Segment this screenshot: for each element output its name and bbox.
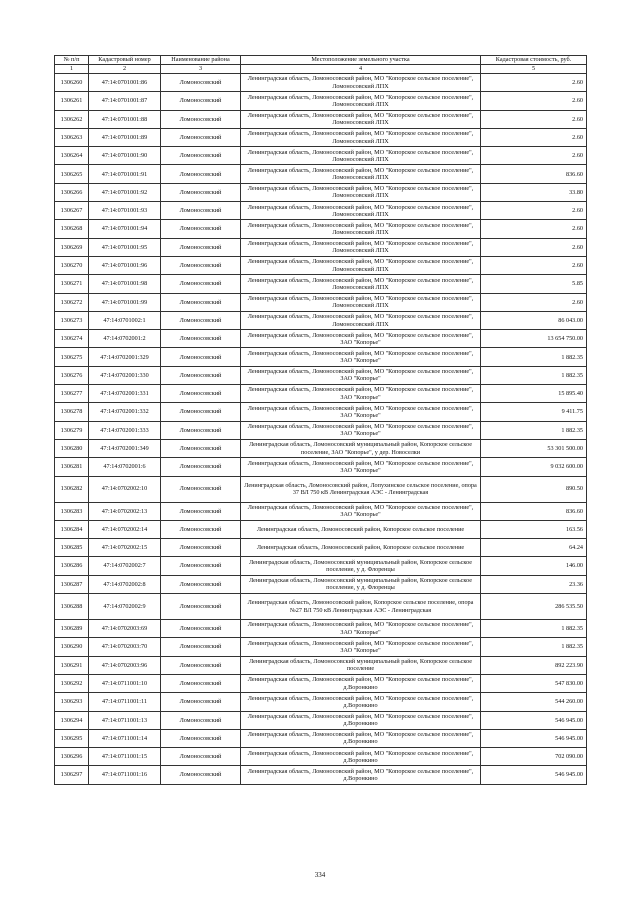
district-cell: Ломоносовский: [161, 674, 241, 692]
cadastral-value-cell: 2.60: [481, 128, 587, 146]
district-cell: Ломоносовский: [161, 74, 241, 92]
row-number-cell: 1306269: [55, 238, 89, 256]
cadastral-number-cell: 47:14:0701001:91: [89, 165, 161, 183]
table-row: [55, 711, 587, 729]
table-row: [55, 147, 587, 165]
cadastral-number-cell: 47:14:0702002:8: [89, 575, 161, 593]
table-row: [55, 520, 587, 538]
row-number-cell: 1306297: [55, 766, 89, 784]
district-cell: Ломоносовский: [161, 748, 241, 766]
table-row: [55, 421, 587, 439]
header-index: 2: [89, 65, 161, 74]
row-number-cell: 1306268: [55, 220, 89, 238]
row-number-cell: 1306273: [55, 311, 89, 329]
district-cell: Ломоносовский: [161, 385, 241, 403]
district-cell: Ломоносовский: [161, 711, 241, 729]
cadastral-value-table: [54, 55, 587, 785]
cadastral-value-cell: 2.60: [481, 92, 587, 110]
district-cell: Ломоносовский: [161, 256, 241, 274]
table-row: [55, 110, 587, 128]
cadastral-number-cell: 47:14:0711001:13: [89, 711, 161, 729]
district-cell: Ломоносовский: [161, 502, 241, 520]
district-cell: Ломоносовский: [161, 638, 241, 656]
table-body: [55, 74, 587, 785]
district-cell: Ломоносовский: [161, 220, 241, 238]
cadastral-number-cell: 47:14:0701001:96: [89, 256, 161, 274]
location-cell: Ленинградская область, Ломоносовский район, МО "Копорское сельское поселение", ЗАО "Копорье": [241, 348, 481, 366]
cadastral-value-cell: 2.60: [481, 110, 587, 128]
cadastral-value-cell: 1 882.35: [481, 638, 587, 656]
table-row: [55, 729, 587, 747]
cadastral-value-cell: 836.60: [481, 502, 587, 520]
table-row: [55, 748, 587, 766]
cadastral-value-cell: 2.60: [481, 220, 587, 238]
table-row: [55, 165, 587, 183]
row-number-cell: 1306280: [55, 439, 89, 457]
cadastral-number-cell: 47:14:0702002:15: [89, 539, 161, 557]
header-index: 1: [55, 65, 89, 74]
cadastral-value-cell: 547 830.00: [481, 674, 587, 692]
cadastral-number-cell: 47:14:0701001:87: [89, 92, 161, 110]
location-cell: Ленинградская область, Ломоносовский район, МО "Копорское сельское поселение", Ломоносовский ЛПХ: [241, 92, 481, 110]
header-district: Наименование района: [161, 56, 241, 65]
table-row: [55, 476, 587, 502]
row-number-cell: 1306275: [55, 348, 89, 366]
header-location: Местоположение земельного участка: [241, 56, 481, 65]
cadastral-number-cell: 47:14:0701001:89: [89, 128, 161, 146]
table-row: [55, 403, 587, 421]
location-cell: Ленинградская область, Ломоносовский район, МО "Копорское сельское поселение", д.Воронкино: [241, 748, 481, 766]
district-cell: Ломоносовский: [161, 476, 241, 502]
table-row: [55, 256, 587, 274]
cadastral-value-cell: 1 882.35: [481, 366, 587, 384]
row-number-cell: 1306288: [55, 594, 89, 620]
district-cell: Ломоносовский: [161, 147, 241, 165]
location-cell: Ленинградская область, Ломоносовский район, МО "Копорское сельское поселение", Ломоносовский ЛПХ: [241, 311, 481, 329]
row-number-cell: 1306290: [55, 638, 89, 656]
header-cadastral-number: Кадастровый номер: [89, 56, 161, 65]
row-number-cell: 1306289: [55, 620, 89, 638]
cadastral-value-cell: 546 945.00: [481, 729, 587, 747]
cadastral-number-cell: 47:14:0702001:329: [89, 348, 161, 366]
location-cell: Ленинградская область, Ломоносовский район, МО "Копорское сельское поселение", Ломоносовский ЛПХ: [241, 256, 481, 274]
location-cell: Ленинградская область, Ломоносовский район, МО "Копорское сельское поселение", д.Воронкино: [241, 711, 481, 729]
location-cell: Ленинградская область, Ломоносовский район, Лопухинское сельское поселение, опора 37 ВЛ 750 кВ Ленинградская АЭС - Ленинградская: [241, 476, 481, 502]
cadastral-value-cell: 1 882.35: [481, 348, 587, 366]
cadastral-number-cell: 47:14:0701002:1: [89, 311, 161, 329]
location-cell: Ленинградская область, Ломоносовский муниципальный район, Копорское сельское поселение: [241, 656, 481, 674]
table-row: [55, 674, 587, 692]
row-number-cell: 1306266: [55, 183, 89, 201]
cadastral-value-cell: 1 882.35: [481, 620, 587, 638]
location-cell: Ленинградская область, Ломоносовский муниципальный район, Копорское сельское поселение, ЗАО "Копорье", у дер. Новоселки: [241, 439, 481, 457]
district-cell: Ломоносовский: [161, 330, 241, 348]
district-cell: Ломоносовский: [161, 348, 241, 366]
row-number-cell: 1306278: [55, 403, 89, 421]
row-number-cell: 1306281: [55, 458, 89, 476]
location-cell: Ленинградская область, Ломоносовский район, МО "Копорское сельское поселение", ЗАО "Копорье": [241, 385, 481, 403]
row-number-cell: 1306279: [55, 421, 89, 439]
row-number-cell: 1306293: [55, 693, 89, 711]
location-cell: Ленинградская область, Ломоносовский район, МО "Копорское сельское поселение", Ломоносовский ЛПХ: [241, 110, 481, 128]
row-number-cell: 1306285: [55, 539, 89, 557]
table-row: [55, 74, 587, 92]
district-cell: Ломоносовский: [161, 557, 241, 575]
table-row: [55, 202, 587, 220]
location-cell: Ленинградская область, Ломоносовский район, МО "Копорское сельское поселение", Ломоносовский ЛПХ: [241, 275, 481, 293]
district-cell: Ломоносовский: [161, 620, 241, 638]
cadastral-number-cell: 47:14:0702001:332: [89, 403, 161, 421]
header-index: 4: [241, 65, 481, 74]
cadastral-value-cell: 702 090.00: [481, 748, 587, 766]
cadastral-number-cell: 47:14:0702002:14: [89, 520, 161, 538]
row-number-cell: 1306276: [55, 366, 89, 384]
district-cell: Ломоносовский: [161, 520, 241, 538]
district-cell: Ломоносовский: [161, 366, 241, 384]
cadastral-value-cell: 1 882.35: [481, 421, 587, 439]
row-number-cell: 1306263: [55, 128, 89, 146]
cadastral-value-cell: 286 535.50: [481, 594, 587, 620]
cadastral-number-cell: 47:14:0702003:96: [89, 656, 161, 674]
row-number-cell: 1306270: [55, 256, 89, 274]
location-cell: Ленинградская область, Ломоносовский район, Копорское сельское поселение: [241, 520, 481, 538]
cadastral-value-cell: 890.50: [481, 476, 587, 502]
cadastral-value-cell: 64.24: [481, 539, 587, 557]
district-cell: Ломоносовский: [161, 275, 241, 293]
row-number-cell: 1306277: [55, 385, 89, 403]
table-row: [55, 502, 587, 520]
row-number-cell: 1306265: [55, 165, 89, 183]
location-cell: Ленинградская область, Ломоносовский район, МО "Копорское сельское поселение", ЗАО "Копорье": [241, 366, 481, 384]
row-number-cell: 1306295: [55, 729, 89, 747]
location-cell: Ленинградская область, Ломоносовский район, МО "Копорское сельское поселение", ЗАО "Копорье": [241, 421, 481, 439]
cadastral-number-cell: 47:14:0702002:13: [89, 502, 161, 520]
table-row: [55, 693, 587, 711]
location-cell: Ленинградская область, Ломоносовский район, МО "Копорское сельское поселение", Ломоносовский ЛПХ: [241, 293, 481, 311]
table-row: [55, 766, 587, 784]
row-number-cell: 1306283: [55, 502, 89, 520]
cadastral-number-cell: 47:14:0711001:14: [89, 729, 161, 747]
cadastral-value-cell: 5.85: [481, 275, 587, 293]
cadastral-number-cell: 47:14:0711001:15: [89, 748, 161, 766]
cadastral-value-cell: 9 411.75: [481, 403, 587, 421]
cadastral-number-cell: 47:14:0701001:93: [89, 202, 161, 220]
cadastral-value-cell: 163.56: [481, 520, 587, 538]
table-row: [55, 238, 587, 256]
table-row: [55, 638, 587, 656]
row-number-cell: 1306294: [55, 711, 89, 729]
location-cell: Ленинградская область, Ломоносовский район, Копорское сельское поселение: [241, 539, 481, 557]
table-row: [55, 366, 587, 384]
row-number-cell: 1306262: [55, 110, 89, 128]
district-cell: Ломоносовский: [161, 110, 241, 128]
cadastral-value-cell: 33.80: [481, 183, 587, 201]
location-cell: Ленинградская область, Ломоносовский район, МО "Копорское сельское поселение", д.Воронкино: [241, 674, 481, 692]
cadastral-value-cell: 15 895.40: [481, 385, 587, 403]
cadastral-number-cell: 47:14:0702001:331: [89, 385, 161, 403]
table-row: [55, 183, 587, 201]
table-row: [55, 330, 587, 348]
cadastral-number-cell: 47:14:0711001:10: [89, 674, 161, 692]
location-cell: Ленинградская область, Ломоносовский район, МО "Копорское сельское поселение", ЗАО "Копорье": [241, 638, 481, 656]
district-cell: Ломоносовский: [161, 539, 241, 557]
row-number-cell: 1306286: [55, 557, 89, 575]
table-row: [55, 385, 587, 403]
table-row: [55, 311, 587, 329]
row-number-cell: 1306296: [55, 748, 89, 766]
table-row: [55, 348, 587, 366]
district-cell: Ломоносовский: [161, 183, 241, 201]
district-cell: Ломоносовский: [161, 594, 241, 620]
table-row: [55, 92, 587, 110]
header-cadastral-value: Кадастровая стоимость, руб.: [481, 56, 587, 65]
district-cell: Ломоносовский: [161, 575, 241, 593]
district-cell: Ломоносовский: [161, 766, 241, 784]
row-number-cell: 1306272: [55, 293, 89, 311]
cadastral-number-cell: 47:14:0701001:90: [89, 147, 161, 165]
cadastral-number-cell: 47:14:0702003:70: [89, 638, 161, 656]
cadastral-value-cell: 836.60: [481, 165, 587, 183]
cadastral-number-cell: 47:14:0702001:349: [89, 439, 161, 457]
location-cell: Ленинградская область, Ломоносовский муниципальный район, Копорское сельское поселение, у д. Флоренцы: [241, 575, 481, 593]
district-cell: Ломоносовский: [161, 421, 241, 439]
row-number-cell: 1306261: [55, 92, 89, 110]
cadastral-number-cell: 47:14:0702001:2: [89, 330, 161, 348]
cadastral-number-cell: 47:14:0702001:330: [89, 366, 161, 384]
district-cell: Ломоносовский: [161, 238, 241, 256]
cadastral-number-cell: 47:14:0702001:6: [89, 458, 161, 476]
cadastral-value-cell: 13 654 750.00: [481, 330, 587, 348]
row-number-cell: 1306292: [55, 674, 89, 692]
location-cell: Ленинградская область, Ломоносовский район, МО "Копорское сельское поселение", д.Воронкино: [241, 729, 481, 747]
cadastral-number-cell: 47:14:0702002:10: [89, 476, 161, 502]
cadastral-number-cell: 47:14:0702003:69: [89, 620, 161, 638]
table-row: [55, 656, 587, 674]
table-row: [55, 594, 587, 620]
location-cell: Ленинградская область, Ломоносовский район, МО "Копорское сельское поселение", Ломоносовский ЛПХ: [241, 202, 481, 220]
table-row: [55, 293, 587, 311]
location-cell: Ленинградская область, Ломоносовский район, МО "Копорское сельское поселение", Ломоносовский ЛПХ: [241, 183, 481, 201]
location-cell: Ленинградская область, Ломоносовский район, Копорское сельское поселение, опора №27 ВЛ 750 кВ Ленинградская АЭС - Ленинградская: [241, 594, 481, 620]
cadastral-value-cell: 146.00: [481, 557, 587, 575]
location-cell: Ленинградская область, Ломоносовский район, МО "Копорское сельское поселение", Ломоносовский ЛПХ: [241, 128, 481, 146]
cadastral-number-cell: 47:14:0702001:333: [89, 421, 161, 439]
row-number-cell: 1306271: [55, 275, 89, 293]
district-cell: Ломоносовский: [161, 439, 241, 457]
district-cell: Ломоносовский: [161, 202, 241, 220]
table-row: [55, 275, 587, 293]
cadastral-number-cell: 47:14:0711001:16: [89, 766, 161, 784]
table-row: [55, 620, 587, 638]
cadastral-number-cell: 47:14:0701001:88: [89, 110, 161, 128]
location-cell: Ленинградская область, Ломоносовский район, МО "Копорское сельское поселение", ЗАО "Копорье": [241, 502, 481, 520]
cadastral-value-cell: 2.60: [481, 293, 587, 311]
table-row: [55, 439, 587, 457]
row-number-cell: 1306284: [55, 520, 89, 538]
table-row: [55, 539, 587, 557]
cadastral-value-cell: 546 945.00: [481, 766, 587, 784]
district-cell: Ломоносовский: [161, 293, 241, 311]
header-number: № п/п: [55, 56, 89, 65]
location-cell: Ленинградская область, Ломоносовский район, МО "Копорское сельское поселение", Ломоносовский ЛПХ: [241, 74, 481, 92]
cadastral-value-cell: 53 301 500.00: [481, 439, 587, 457]
cadastral-number-cell: 47:14:0701001:86: [89, 74, 161, 92]
location-cell: Ленинградская область, Ломоносовский район, МО "Копорское сельское поселение", д.Воронкино: [241, 766, 481, 784]
district-cell: Ломоносовский: [161, 656, 241, 674]
row-number-cell: 1306260: [55, 74, 89, 92]
cadastral-number-cell: 47:14:0701001:98: [89, 275, 161, 293]
cadastral-value-cell: 2.60: [481, 147, 587, 165]
cadastral-number-cell: 47:14:0701001:94: [89, 220, 161, 238]
cadastral-value-cell: 9 032 600.00: [481, 458, 587, 476]
district-cell: Ломоносовский: [161, 128, 241, 146]
header-index: 5: [481, 65, 587, 74]
cadastral-value-cell: 86 043.00: [481, 311, 587, 329]
header-index: 3: [161, 65, 241, 74]
page-number: 334: [314, 871, 326, 879]
location-cell: Ленинградская область, Ломоносовский район, МО "Копорское сельское поселение", Ломоносовский ЛПХ: [241, 220, 481, 238]
district-cell: Ломоносовский: [161, 92, 241, 110]
table-row: [55, 575, 587, 593]
cadastral-value-cell: 892 223.90: [481, 656, 587, 674]
location-cell: Ленинградская область, Ломоносовский район, МО "Копорское сельское поселение", д.Воронкино: [241, 693, 481, 711]
district-cell: Ломоносовский: [161, 729, 241, 747]
location-cell: Ленинградская область, Ломоносовский район, МО "Копорское сельское поселение", Ломоносовский ЛПХ: [241, 147, 481, 165]
header-row: [55, 56, 587, 65]
table-header: [55, 56, 587, 74]
row-number-cell: 1306291: [55, 656, 89, 674]
location-cell: Ленинградская область, Ломоносовский район, МО "Копорское сельское поселение", Ломоносовский ЛПХ: [241, 238, 481, 256]
district-cell: Ломоносовский: [161, 311, 241, 329]
header-index-row: [55, 65, 587, 74]
cadastral-value-cell: 23.36: [481, 575, 587, 593]
row-number-cell: 1306264: [55, 147, 89, 165]
location-cell: Ленинградская область, Ломоносовский муниципальный район, Копорское сельское поселение, у д. Флоренцы: [241, 557, 481, 575]
cadastral-number-cell: 47:14:0711001:11: [89, 693, 161, 711]
cadastral-value-cell: 2.60: [481, 238, 587, 256]
location-cell: Ленинградская область, Ломоносовский район, МО "Копорское сельское поселение", ЗАО "Копорье": [241, 620, 481, 638]
row-number-cell: 1306282: [55, 476, 89, 502]
table-row: [55, 557, 587, 575]
row-number-cell: 1306274: [55, 330, 89, 348]
table-row: [55, 220, 587, 238]
row-number-cell: 1306287: [55, 575, 89, 593]
cadastral-value-cell: 544 260.00: [481, 693, 587, 711]
district-cell: Ломоносовский: [161, 403, 241, 421]
cadastral-value-cell: 2.60: [481, 202, 587, 220]
cadastral-value-cell: 546 945.00: [481, 711, 587, 729]
district-cell: Ломоносовский: [161, 693, 241, 711]
cadastral-value-cell: 2.60: [481, 256, 587, 274]
cadastral-number-cell: 47:14:0702002:9: [89, 594, 161, 620]
cadastral-number-cell: 47:14:0701001:92: [89, 183, 161, 201]
table-row: [55, 458, 587, 476]
row-number-cell: 1306267: [55, 202, 89, 220]
district-cell: Ломоносовский: [161, 458, 241, 476]
cadastral-number-cell: 47:14:0702002:7: [89, 557, 161, 575]
cadastral-value-cell: 2.60: [481, 74, 587, 92]
location-cell: Ленинградская область, Ломоносовский район, МО "Копорское сельское поселение", ЗАО "Копорье": [241, 458, 481, 476]
district-cell: Ломоносовский: [161, 165, 241, 183]
table-row: [55, 128, 587, 146]
cadastral-number-cell: 47:14:0701001:99: [89, 293, 161, 311]
location-cell: Ленинградская область, Ломоносовский район, МО "Копорское сельское поселение", ЗАО "Копорье": [241, 403, 481, 421]
cadastral-number-cell: 47:14:0701001:95: [89, 238, 161, 256]
location-cell: Ленинградская область, Ломоносовский район, МО "Копорское сельское поселение", Ломоносовский ЛПХ: [241, 165, 481, 183]
location-cell: Ленинградская область, Ломоносовский район, МО "Копорское сельское поселение", ЗАО "Копорье": [241, 330, 481, 348]
